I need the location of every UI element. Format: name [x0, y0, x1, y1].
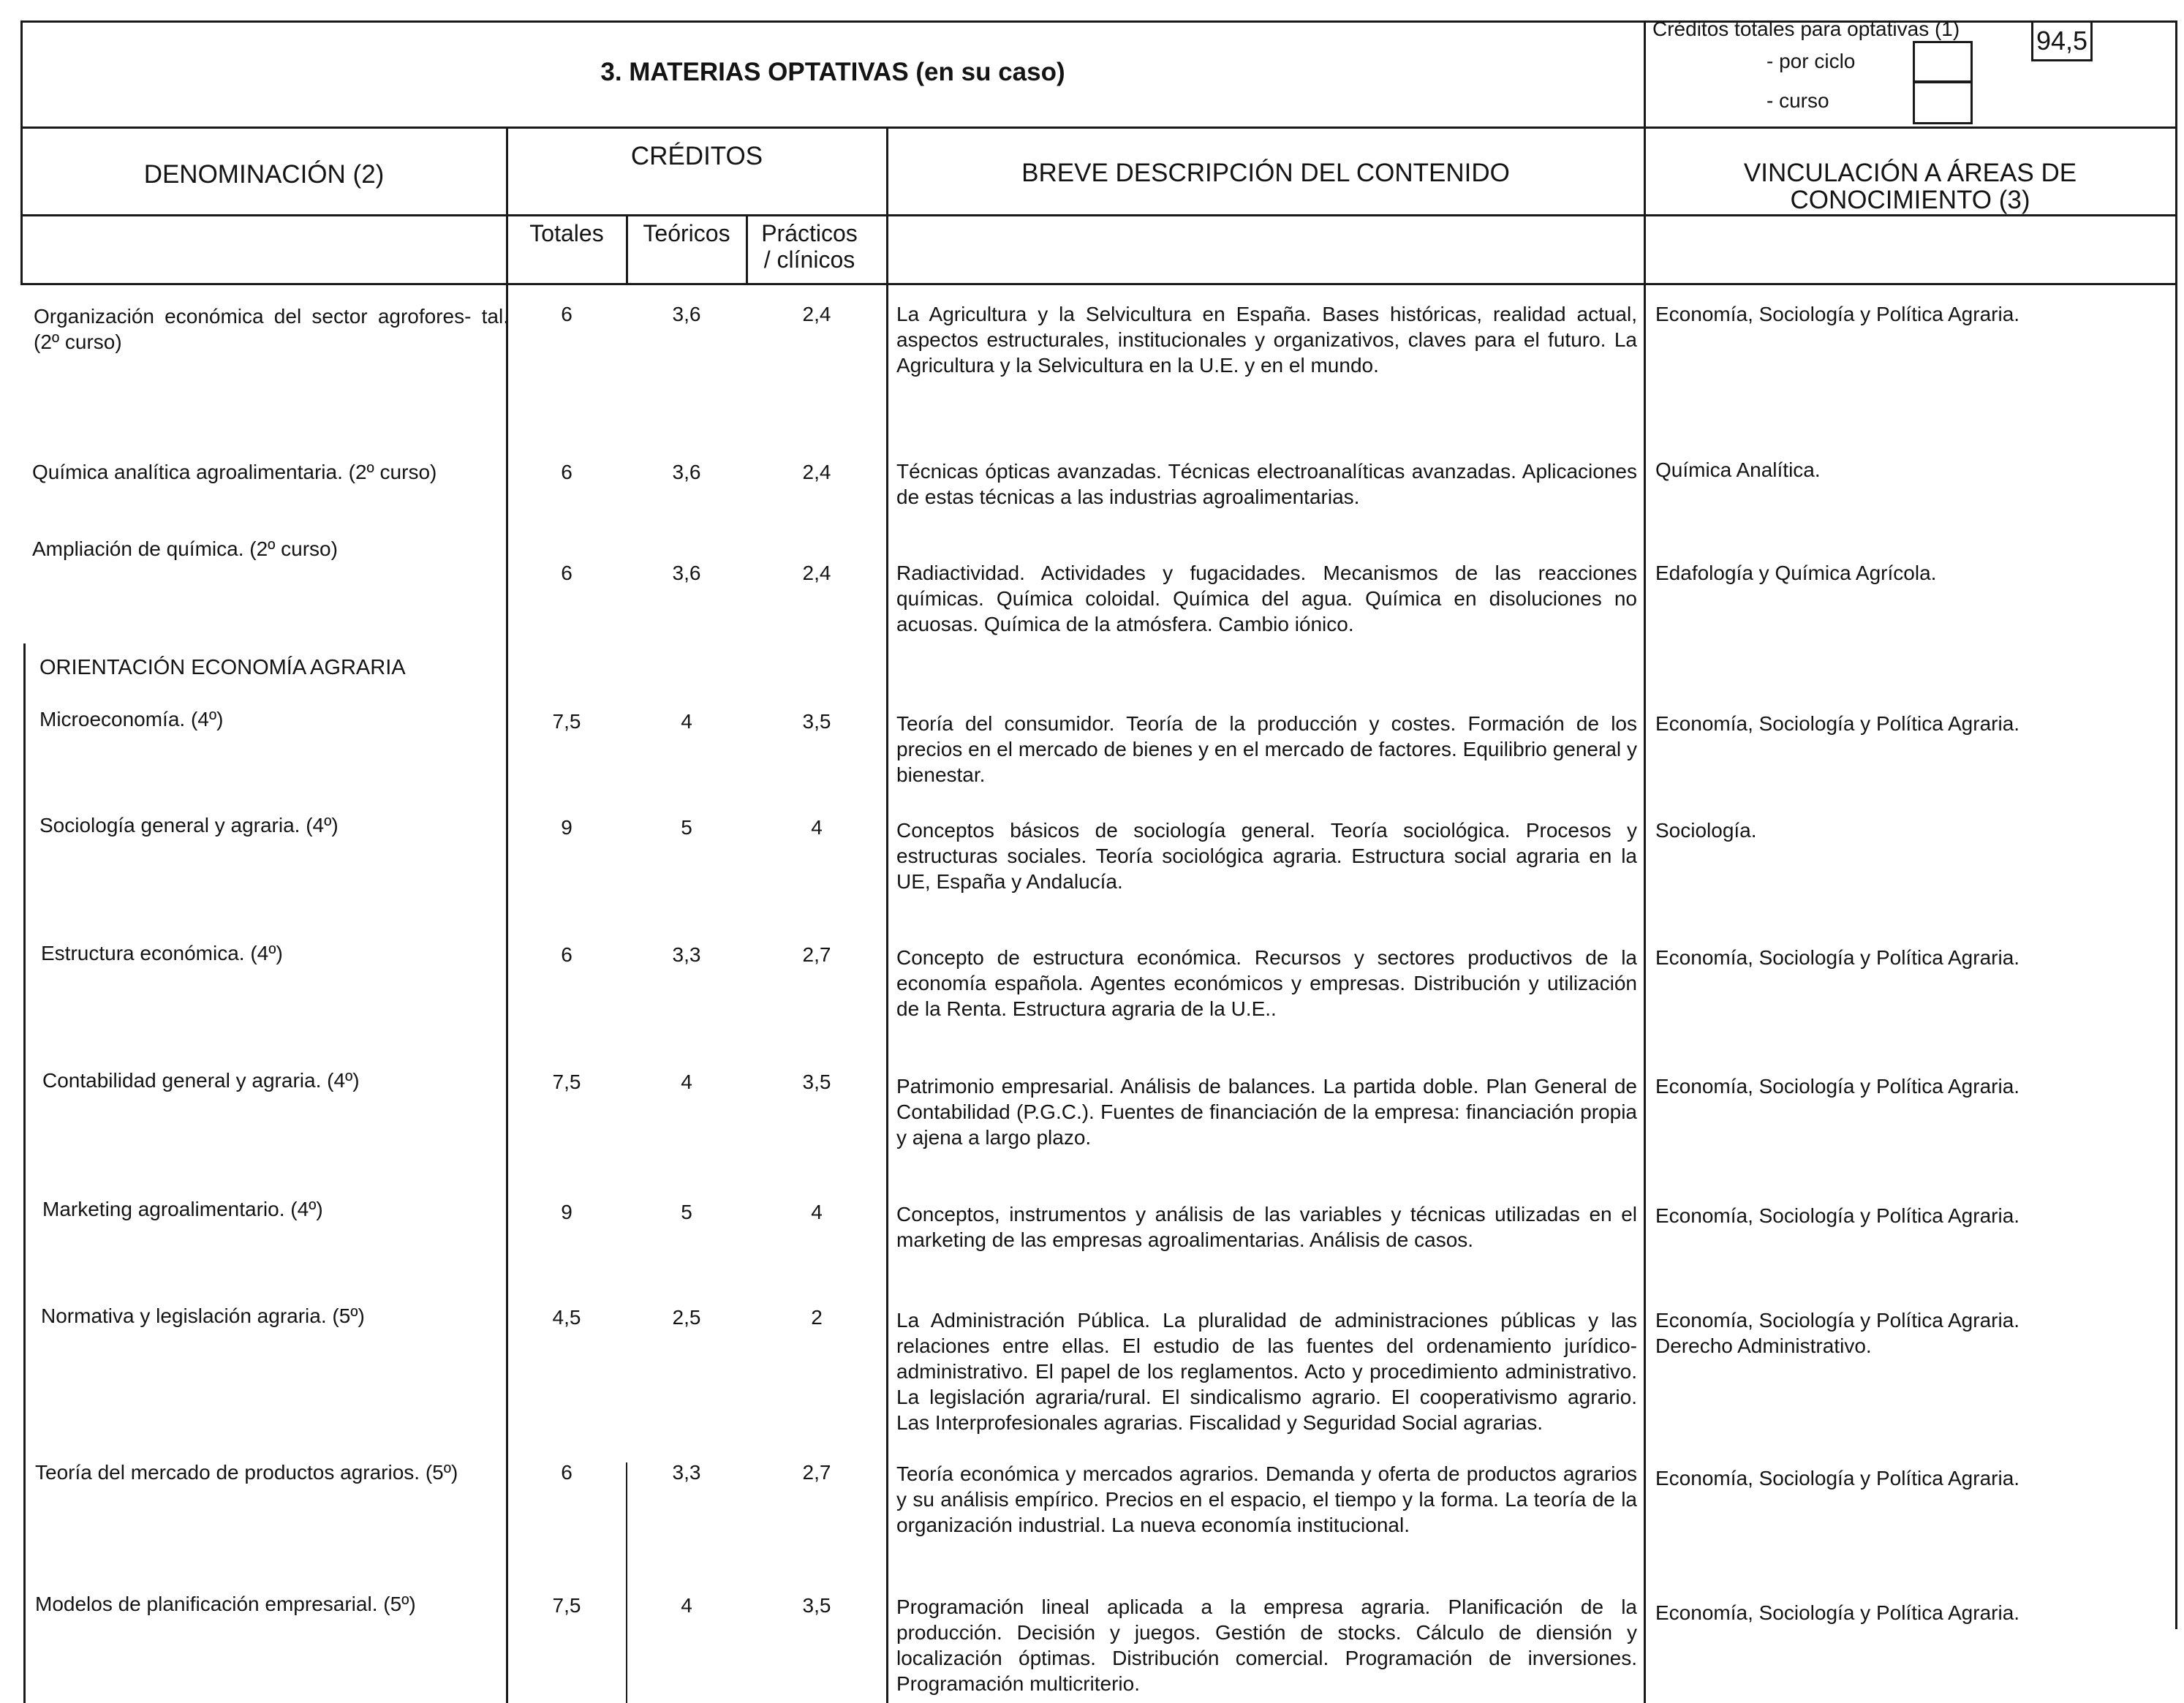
row-totales: 9: [561, 1201, 573, 1223]
row-description: La Administración Pública. La pluralidad de administraciones públicas y las relaciones entre ellas. El estudio de las fuentes del ordenamiento jurídico-administrativo. El papel de los reglamentos. Acto y procedimiento administrativo. La legislación agraria/rural. El sindicalismo agrario. El cooperativismo agrario. Las Interprofesionales agrarias. Fiscalidad y Seguridad Social agrarias.: [896, 1309, 1637, 1434]
row-teoricos: 3,6: [672, 562, 701, 584]
col-header-practicos-line2: / clínicos: [763, 246, 855, 273]
page-title: 3. MATERIAS OPTATIVAS (en su caso): [600, 58, 1065, 86]
row-area: Economía, Sociología y Política Agraria.: [1655, 1075, 2020, 1098]
col-header-totales: Totales: [529, 220, 604, 246]
row-area: Sociología.: [1655, 819, 1757, 842]
por-ciclo-label: - por ciclo: [1767, 50, 1856, 72]
credits-total-value-box: [2031, 20, 2093, 61]
row-description: Conceptos básicos de sociología general. Teoría sociológica. Procesos y estructuras sociales. Teoría sociológica agraria. Estructura social agraria en la UE, España y Andalucía.: [896, 819, 1637, 893]
row-teoricos: 4: [681, 1594, 692, 1617]
row-area: Edafología y Química Agrícola.: [1655, 562, 1937, 584]
col-header-denominacion: DENOMINACIÓN (2): [143, 160, 385, 189]
row-teoricos: 5: [681, 1201, 692, 1223]
col-header-vinculacion-line1: VINCULACIÓN A ÁREAS DE: [1743, 159, 2077, 187]
row-totales: 7,5: [552, 1594, 581, 1617]
row-teoricos: 4: [681, 710, 692, 733]
row-name: Contabilidad general y agraria. (4º): [42, 1069, 360, 1092]
row-totales: 6: [561, 1461, 573, 1484]
credits-total-value: 94,5: [2036, 26, 2088, 56]
credits-box-divider: [1644, 20, 1646, 129]
row-description: La Agricultura y la Selvicultura en España. Bases históricas, realidad actual, aspectos estructurales, institucionales y organizativos, claves para el futuro. La Agricultura y la Selvicultura en la U.E. y en el mundo.: [896, 303, 1637, 377]
row-totales: 7,5: [552, 1070, 581, 1093]
col-creditos-right: [886, 127, 888, 1703]
credits-total-label: Créditos totales para optativas (1): [1652, 18, 1960, 40]
row-teoricos: 3,3: [672, 1461, 701, 1484]
row-teoricos: 3,6: [672, 303, 701, 325]
row-name: Ampliación de química. (2º curso): [32, 537, 338, 560]
col-header-teoricos: Teóricos: [643, 220, 730, 246]
col-header-vinculacion-line2: CONOCIMIENTO (3): [1790, 186, 2030, 214]
row-name: Microeconomía. (4º): [39, 708, 224, 730]
curso-label: - curso: [1767, 89, 1829, 112]
row-name: Marketing agroalimentario. (4º): [42, 1198, 323, 1220]
row-practicos: 3,5: [802, 710, 831, 733]
row-name: Estructura económica. (4º): [41, 942, 283, 964]
col-header-practicos-line1: Prácticos: [761, 220, 858, 246]
row-teoricos: 2,5: [672, 1306, 701, 1329]
row-practicos: 4: [811, 1201, 823, 1223]
col-descripcion-right: [1644, 127, 1646, 1703]
row-description: Teoría del consumidor. Teoría de la producción y costes. Formación de los precios en el mercado de bienes y en el mercado de factores. Equilibrio general y bienestar.: [896, 712, 1637, 786]
row-practicos: 4: [811, 816, 823, 839]
row-area: Economía, Sociología y Política Agraria. Derecho Administrativo.: [1655, 1309, 2020, 1357]
row-area: Economía, Sociología y Política Agraria.: [1655, 1467, 2020, 1489]
row-area: Economía, Sociología y Política Agraria.: [1655, 1601, 2020, 1624]
row-teoricos: 4: [681, 1070, 692, 1093]
row-description: Teoría económica y mercados agrarios. Demanda y oferta de productos agrarios y su análisis empírico. Precios en el espacio, el tiempo y la forma. La teoría de la organización industrial. La nueva economía institucional.: [896, 1462, 1637, 1536]
column-header-divider: [20, 214, 2177, 216]
row-name: Sociología general y agraria. (4º): [39, 814, 339, 837]
row-totales: 6: [561, 303, 573, 325]
row-teoricos: 3,6: [672, 461, 701, 483]
subheader-bottom-border: [20, 283, 2177, 285]
row-practicos: 2,7: [802, 1461, 831, 1484]
row-name: Modelos de planificación empresarial. (5º): [35, 1593, 416, 1615]
creditos-sub-divider: [506, 214, 886, 216]
teoricos-body-line: [626, 1462, 627, 1703]
row-practicos: 2,4: [802, 461, 831, 483]
row-description: Patrimonio empresarial. Análisis de balances. La partida doble. Plan General de Contabilidad (P.G.C.). Fuentes de financiación de la empresa: financiación propia y ajena a largo plazo.: [896, 1075, 1637, 1149]
curso-box: [1913, 80, 1973, 124]
row-name: Teoría del mercado de productos agrarios. (5º): [35, 1461, 458, 1484]
row-teoricos: 3,3: [672, 943, 701, 966]
row-area: Economía, Sociología y Política Agraria.: [1655, 946, 2020, 969]
row-area: Economía, Sociología y Política Agraria.: [1655, 712, 2020, 735]
row-totales: 6: [561, 943, 573, 966]
row-practicos: 3,5: [802, 1594, 831, 1617]
body-left-border: [23, 643, 26, 1703]
row-practicos: 2: [811, 1306, 823, 1329]
row-practicos: 2,4: [802, 303, 831, 325]
section-heading: ORIENTACIÓN ECONOMÍA AGRARIA: [39, 656, 406, 679]
row-practicos: 2,4: [802, 562, 831, 584]
row-description: Programación lineal aplicada a la empresa agraria. Planificación de la producción. Decisión y juegos. Gestión de stocks. Cálculo de diensión y localización óptimas. Distribución comercial. Programación de inversiones. Programación multicriterio.: [896, 1596, 1637, 1695]
row-name: Normativa y legislación agraria. (5º): [41, 1304, 365, 1327]
row-totales: 4,5: [552, 1306, 581, 1329]
row-area: Economía, Sociología y Política Agraria.: [1655, 303, 2020, 325]
row-totales: 9: [561, 816, 573, 839]
row-totales: 7,5: [552, 710, 581, 733]
row-name: Organización económica del sector agrofores- tal. (2º curso): [34, 305, 509, 353]
col-header-descripcion: BREVE DESCRIPCIÓN DEL CONTENIDO: [1021, 159, 1510, 187]
col-header-creditos: CRÉDITOS: [630, 142, 763, 170]
row-teoricos: 5: [681, 816, 692, 839]
row-area: Economía, Sociología y Política Agraria.: [1655, 1204, 2020, 1227]
header-bottom-border: [20, 127, 2177, 129]
por-ciclo-box: [1913, 41, 1973, 83]
right-border: [2175, 20, 2177, 1629]
row-description: Concepto de estructura económica. Recursos y sectores productivos de la economía española. Agentes económicos y empresas. Distribución y utilización de la Renta. Estructura agraria de la U.E..: [896, 946, 1637, 1020]
row-name: Química analítica agroalimentaria. (2º curso): [32, 461, 437, 483]
row-totales: 6: [561, 461, 573, 483]
row-totales: 6: [561, 562, 573, 584]
row-area: Química Analítica.: [1655, 458, 1821, 481]
row-practicos: 3,5: [802, 1070, 831, 1093]
row-description: Radiactividad. Actividades y fugacidades. Mecanismos de las reacciones químicas. Química coloidal. Química del agua. Química en disoluciones no acuosas. Química de la atmósfera. Cambio iónico.: [896, 562, 1637, 635]
row-practicos: 2,7: [802, 943, 831, 966]
row-description: Conceptos, instrumentos y análisis de las variables y técnicas utilizadas en el marketing de las empresas agroalimentarias. Análisis de casos.: [896, 1203, 1637, 1251]
row-description: Técnicas ópticas avanzadas. Técnicas electroanalíticas avanzadas. Aplicaciones de estas técnicas a las industrias agroalimentarias.: [896, 460, 1637, 508]
